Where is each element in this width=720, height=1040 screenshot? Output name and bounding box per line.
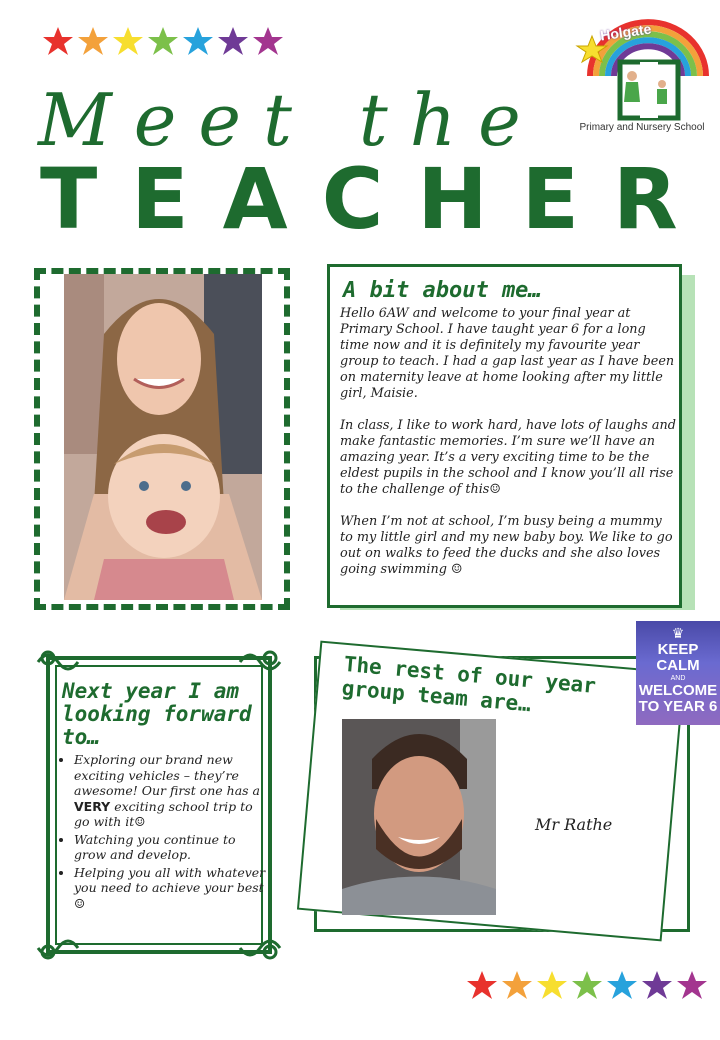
about-text xyxy=(340,306,676,594)
logo-subtitle: Primary and Nursery School xyxy=(579,122,705,133)
logo-brand: Holgate xyxy=(599,20,653,44)
next-year-heading: Next year I am looking forward to… xyxy=(62,679,252,749)
title-teacher: TEACHER xyxy=(40,150,712,248)
team-heading: The rest of our year group team are… xyxy=(340,652,597,717)
about-paragraph-3: When I’m not at school, I’m busy being a mummy to my little girl and my new baby boy. We like to go out on walks to feed the ducks and she also loves going swimming ☺ xyxy=(340,514,673,577)
star-icon xyxy=(571,970,603,1002)
star-icon xyxy=(42,26,74,58)
star-icon xyxy=(112,26,144,58)
star-icon xyxy=(536,970,568,1002)
star-icon xyxy=(147,26,179,58)
star-icon xyxy=(606,970,638,1002)
team-member-photo xyxy=(342,719,496,915)
star-icon xyxy=(641,970,673,1002)
crown-icon: ♛ xyxy=(671,625,685,641)
keep-calm-line-4: WELCOME xyxy=(638,682,718,699)
star-icon xyxy=(77,26,109,58)
list-item xyxy=(74,752,270,830)
keep-calm-line-5: TO YEAR 6 xyxy=(638,698,718,715)
about-heading: A bit about me… xyxy=(343,278,542,303)
team-member-name: Mr Rathe xyxy=(535,815,613,834)
list-item-text: Exploring our brand new exciting vehicles – they’re awesome! Our first one has a xyxy=(74,752,260,798)
keep-calm-line-2: CALM xyxy=(656,657,700,674)
star-icon xyxy=(501,970,533,1002)
next-year-list xyxy=(56,752,270,913)
about-paragraph-2: In class, I like to work hard, have lots of laughs and make fantastic memories. I’m sure we’ll have an amazing year. It’s a very exciting time to be the eldest pupils in the school and I know you’ll all rise to the challenge of this☺ xyxy=(340,418,676,497)
list-item-emphasis: VERY xyxy=(74,798,111,814)
keep-calm-line-1: KEEP xyxy=(657,641,699,658)
list-item: • Helping you all with whatever you need to achieve your best☺ xyxy=(74,865,270,912)
top-star-row xyxy=(42,26,284,58)
star-icon xyxy=(252,26,284,58)
star-icon xyxy=(182,26,214,58)
about-paragraph-1: Hello 6AW and welcome to your final year at Primary School. I have taught year 6 for a long time now and it is definitely my favourite year group to teach. I had a gap last year as I have been on maternity leave at home looking after my little girl, Maisie. xyxy=(340,306,675,401)
bottom-star-row xyxy=(466,970,708,1002)
title-meet-the: Meet the xyxy=(38,78,543,162)
teacher-photo xyxy=(64,274,262,600)
keep-calm-poster xyxy=(636,621,720,725)
star-icon xyxy=(466,970,498,1002)
star-icon xyxy=(676,970,708,1002)
list-item: • Watching you continue to grow and develop. xyxy=(74,832,270,863)
list-item-text: exciting school trip to go with it☺ xyxy=(74,798,253,829)
keep-calm-line-3: AND xyxy=(670,675,686,682)
star-icon xyxy=(217,26,249,58)
